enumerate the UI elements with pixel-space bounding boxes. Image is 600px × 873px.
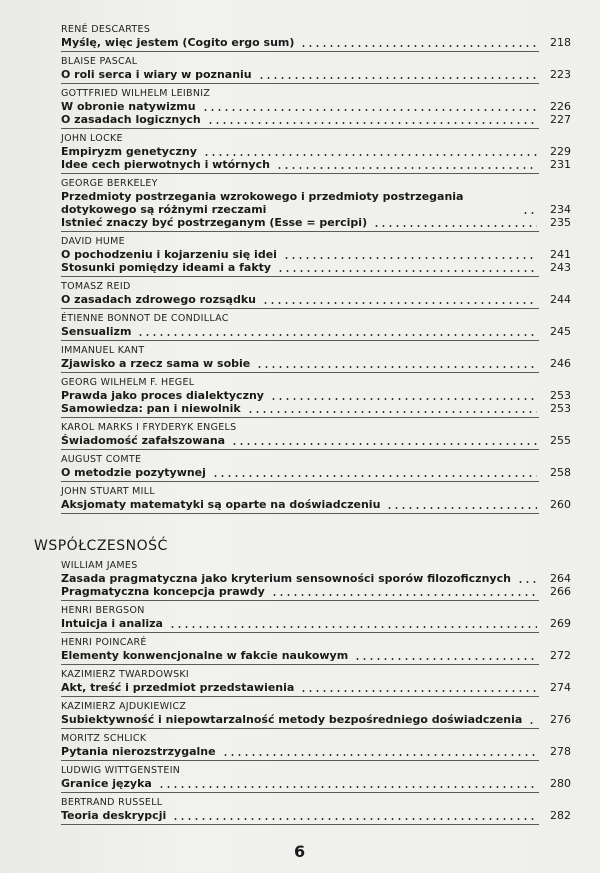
page-ref: 280 [550,777,571,790]
divider [61,83,539,84]
dot-leader [203,154,537,156]
page-ref: 272 [550,649,571,662]
toc-entry [61,701,571,729]
page-ref: 253 [550,402,571,415]
divider [61,231,539,232]
divider [61,696,539,697]
dot-leader [517,581,537,583]
page-ref: 246 [550,357,571,370]
divider [61,372,539,373]
toc-line [61,745,571,758]
work-title: Zjawisko a rzecz sama w sobie [61,357,251,370]
toc-entry [61,605,571,633]
author-name: ÉTIENNE BONNOT DE CONDILLAC [61,313,229,324]
author-name: KAZIMIERZ AJDUKIEWICZ [61,701,187,712]
toc-entry [61,669,571,697]
dot-leader [271,594,537,596]
divider [61,600,539,601]
toc-entry [61,56,571,84]
toc-line [61,293,571,306]
page-ref: 264 [550,572,571,585]
work-title: Granice języka [61,777,152,790]
divider [61,128,539,129]
toc-line [61,617,571,630]
divider [61,417,539,418]
work-title: Pragmatyczna koncepcja prawdy [61,585,265,598]
dot-leader [207,122,537,124]
page-ref: 241 [550,248,571,261]
work-title: O roli serca i wiary w poznaniu [61,68,252,81]
divider [61,449,539,450]
toc-entry [61,733,571,761]
author-name: KAZIMIERZ TWARDOWSKI [61,669,190,680]
work-title: Sensualizm [61,325,132,338]
author-name: IMMANUEL KANT [61,345,145,356]
toc-line [61,809,571,822]
author-name: GEORG WILHELM F. HEGEL [61,377,195,388]
author-name: BLAISE PASCAL [61,56,138,67]
toc-line [61,113,571,126]
page-ref: 223 [550,68,571,81]
dot-leader [172,818,537,820]
dot-leader [258,77,537,79]
work-title: Myślę, więc jestem (Cogito ergo sum) [61,36,295,49]
work-title: Aksjomaty matematyki są oparte na doświadczeniu [61,498,381,511]
divider [61,340,539,341]
work-title: O zasadach zdrowego rozsądku [61,293,256,306]
dot-leader [522,212,537,214]
dot-leader [300,690,537,692]
page-ref: 260 [550,498,571,511]
author-name: GOTTFRIED WILHELM LEIBNIZ [61,88,211,99]
work-title: Idee cech pierwotnych i wtórnych [61,158,270,171]
divider [61,51,539,52]
toc-line [61,777,571,790]
work-title: Pytania nierozstrzygalne [61,745,216,758]
divider [61,481,539,482]
toc-list-top [61,20,571,514]
toc-list-bottom [61,556,571,825]
author-name: JOHN LOCKE [61,133,123,144]
page-ref: 266 [550,585,571,598]
author-name: HENRI BERGSON [61,605,145,616]
toc-line [61,36,571,49]
toc-line [61,713,571,726]
divider [61,173,539,174]
toc-entry [61,178,571,232]
toc-entry [61,797,571,825]
work-title: Przedmioty postrzegania wzrokowego i przedmioty postrzegania dotykowego są różnymi rzeczami [61,190,464,216]
toc-line [61,190,571,216]
dot-leader [300,45,537,47]
page-ref: 243 [550,261,571,274]
page-ref: 255 [550,434,571,447]
work-title: O metodzie pozytywnej [61,466,206,479]
work-title: Świadomość zafałszowana [61,434,226,447]
work-title: Akt, treść i przedmiot przedstawienia [61,681,295,694]
divider [61,664,539,665]
toc-line [61,68,571,81]
page-ref: 235 [550,216,571,229]
work-title: Stosunki pomiędzy ideami a fakty [61,261,272,274]
page-ref: 253 [550,389,571,402]
page-ref: 218 [550,36,571,49]
page-ref: 245 [550,325,571,338]
dot-leader [169,626,537,628]
page-ref: 274 [550,681,571,694]
divider [61,276,539,277]
toc-line [61,402,571,415]
work-title: Prawda jako proces dialektyczny [61,389,264,402]
work-title: Teoria deskrypcji [61,809,167,822]
toc-entry [61,765,571,793]
page-ref: 269 [550,617,571,630]
page-ref: 244 [550,293,571,306]
divider [61,728,539,729]
dot-leader [528,722,537,724]
toc-entry [61,422,571,450]
work-title: Empiryzm genetyczny [61,145,197,158]
toc-line [61,357,571,370]
dot-leader [137,334,537,336]
dot-leader [222,754,537,756]
dot-leader [231,443,537,445]
toc-entry [61,637,571,665]
divider [61,792,539,793]
toc-line [61,498,571,511]
work-title: O pochodzeniu i kojarzeniu się idei [61,248,277,261]
toc-entry [61,133,571,174]
toc-entry [61,281,571,309]
author-name: LUDWIG WITTGENSTEIN [61,765,181,776]
toc-line [61,325,571,338]
author-name: AUGUST COMTE [61,454,142,465]
author-name: JOHN STUART MILL [61,486,155,497]
work-title: Zasada pragmatyczna jako kryterium sensowności sporów filozoficznych [61,572,511,585]
dot-leader [270,398,537,400]
work-title: Istnieć znaczy być postrzeganym (Esse = percipi) [61,216,368,229]
work-title: W obronie natywizmu [61,100,196,113]
toc-line [61,572,571,585]
work-title: Subiektywność i niepowtarzalność metody bezpośredniego doświadczenia [61,713,523,726]
toc-entry [61,486,571,514]
dot-leader [277,270,537,272]
toc-line [61,466,571,479]
toc-line [61,100,571,113]
page-ref: 234 [550,203,571,216]
toc-entry [61,377,571,418]
divider [61,760,539,761]
toc-entry [61,345,571,373]
divider [61,513,539,514]
page-ref: 226 [550,100,571,113]
toc-entry [61,236,571,277]
toc-entry [61,313,571,341]
author-name: WILLIAM JAMES [61,560,138,571]
toc-line [61,261,571,274]
author-name: RENÉ DESCARTES [61,24,151,35]
work-title: Elementy konwencjonalne w fakcie naukowym [61,649,349,662]
author-name: KAROL MARKS I FRYDERYK ENGELS [61,422,237,433]
author-name: HENRI POINCARÉ [61,637,147,648]
work-title: O zasadach logicznych [61,113,201,126]
dot-leader [202,109,537,111]
work-title: Samowiedza: pan i niewolnik [61,402,241,415]
section-heading: WSPÓŁCZESNOŚĆ [34,538,168,554]
toc-line [61,649,571,662]
dot-leader [247,411,537,413]
page-ref: 229 [550,145,571,158]
dot-leader [262,302,537,304]
toc-line [61,389,571,402]
toc-entry [61,24,571,52]
author-name: DAVID HUME [61,236,125,247]
toc-line [61,158,571,171]
page-ref: 282 [550,809,571,822]
divider [61,824,539,825]
toc-line [61,434,571,447]
toc-line [61,216,571,229]
page-ref: 227 [550,113,571,126]
dot-leader [354,658,537,660]
author-name: MORITZ SCHLICK [61,733,147,744]
page-number: 6 [294,842,306,861]
page-ref: 276 [550,713,571,726]
page-ref: 231 [550,158,571,171]
toc-line [61,248,571,261]
author-name: GEORGE BERKELEY [61,178,158,189]
work-title: Intuicja i analiza [61,617,163,630]
author-name: TOMASZ REID [61,281,131,292]
toc-entry [61,454,571,482]
toc-line [61,145,571,158]
toc-line [61,585,571,598]
toc-entry [61,560,571,601]
toc-line [61,681,571,694]
dot-leader [158,786,537,788]
page-ref: 278 [550,745,571,758]
divider [61,308,539,309]
page-ref: 258 [550,466,571,479]
divider [61,632,539,633]
dot-leader [386,507,537,509]
dot-leader [373,225,537,227]
dot-leader [212,475,537,477]
toc-entry [61,88,571,129]
dot-leader [276,167,537,169]
dot-leader [283,257,537,259]
dot-leader [256,366,537,368]
author-name: BERTRAND RUSSELL [61,797,163,808]
